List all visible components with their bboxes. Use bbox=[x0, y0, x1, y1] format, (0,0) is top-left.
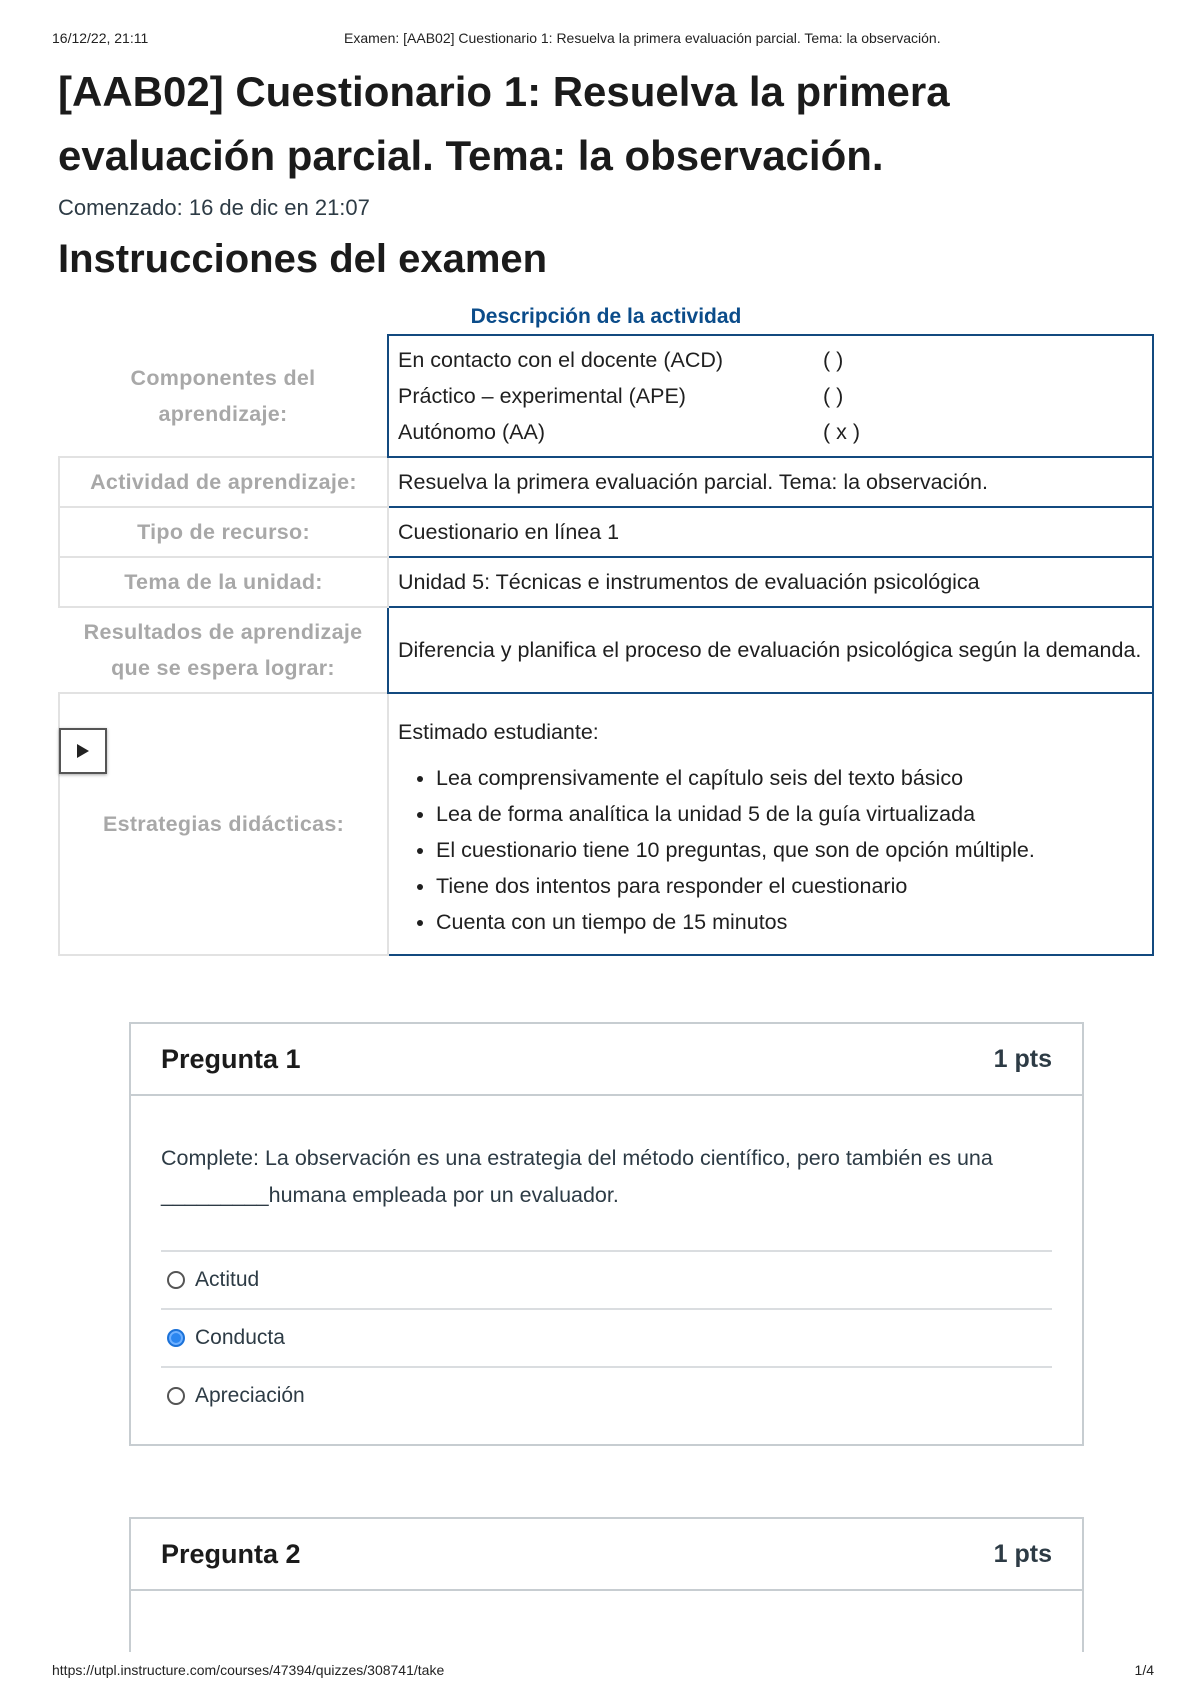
answer-label: Actitud bbox=[195, 1268, 260, 1291]
list-item: • El cuestionario tiene 10 preguntas, que son de opción múltiple. bbox=[436, 832, 1143, 868]
answer-option[interactable] bbox=[161, 1366, 1052, 1424]
print-header bbox=[52, 30, 1152, 50]
answer-list bbox=[161, 1250, 1052, 1424]
instructions-heading: Instrucciones del examen bbox=[58, 237, 548, 281]
components-value bbox=[388, 335, 1153, 457]
question-text: Complete: La observación es una estrategia del método científico, pero también es una _________humana empleada por un evaluador. bbox=[161, 1146, 993, 1207]
question-2 bbox=[129, 1517, 1084, 1652]
components-label: Componentes del aprendizaje: bbox=[130, 365, 316, 426]
strategies-label: Estrategias didácticas: bbox=[59, 693, 388, 955]
started-timestamp: Comenzado: 16 de dic en 21:07 bbox=[58, 195, 370, 220]
question-points: 1 pts bbox=[993, 1539, 1052, 1568]
list-item: • Cuenta con un tiempo de 15 minutos bbox=[436, 904, 1143, 940]
play-icon bbox=[77, 744, 89, 758]
resource-type-label: Tipo de recurso: bbox=[59, 507, 388, 557]
answer-label: Apreciación bbox=[195, 1384, 305, 1407]
table-row bbox=[59, 335, 1153, 457]
unit-topic-value: Unidad 5: Técnicas e instrumentos de evaluación psicológica bbox=[388, 557, 1153, 607]
strategies-intro: Estimado estudiante: bbox=[398, 720, 599, 744]
question-points: 1 pts bbox=[993, 1044, 1052, 1073]
component-item: Autónomo (AA) ( x ) bbox=[398, 420, 861, 444]
radio-button[interactable] bbox=[167, 1387, 185, 1405]
quiz-content bbox=[58, 60, 1154, 956]
list-item: • Lea de forma analítica la unidad 5 de la guía virtualizada bbox=[436, 796, 1143, 832]
component-item: Práctico – experimental (APE) ( ) bbox=[398, 384, 844, 408]
print-document-title: Examen: [AAB02] Cuestionario 1: Resuelva la primera evaluación parcial. Tema: la observación. bbox=[344, 30, 941, 46]
activity-description-table bbox=[58, 334, 1154, 956]
question-header bbox=[131, 1519, 1082, 1591]
table-row bbox=[59, 557, 1153, 607]
list-item: • Lea comprensivamente el capítulo seis del texto básico bbox=[436, 760, 1143, 796]
learning-activity-label: Actividad de aprendizaje: bbox=[59, 457, 388, 507]
question-1 bbox=[129, 1022, 1084, 1446]
print-footer bbox=[52, 1662, 1154, 1682]
page-title: [AAB02] Cuestionario 1: Resuelva la primera evaluación parcial. Tema: la observación. bbox=[58, 68, 950, 179]
print-url: https://utpl.instructure.com/courses/47394/quizzes/308741/take bbox=[52, 1662, 445, 1678]
question-title: Pregunta 1 bbox=[161, 1043, 301, 1074]
answer-label: Conducta bbox=[195, 1326, 285, 1349]
play-button[interactable] bbox=[59, 728, 107, 774]
list-item: • Tiene dos intentos para responder el cuestionario bbox=[436, 868, 1143, 904]
unit-topic-label: Tema de la unidad: bbox=[59, 557, 388, 607]
resource-type-value: Cuestionario en línea 1 bbox=[388, 507, 1153, 557]
expected-results-value: Diferencia y planifica el proceso de evaluación psicológica según la demanda. bbox=[388, 607, 1153, 693]
component-item: En contacto con el docente (ACD) ( ) bbox=[398, 348, 844, 372]
table-row bbox=[59, 607, 1153, 693]
print-date: 16/12/22, 21:11 bbox=[52, 30, 149, 46]
radio-button[interactable] bbox=[167, 1271, 185, 1289]
question-header bbox=[131, 1024, 1082, 1096]
table-row bbox=[59, 457, 1153, 507]
question-body bbox=[131, 1096, 1082, 1454]
answer-option[interactable] bbox=[161, 1308, 1052, 1366]
strategies-list bbox=[398, 760, 1143, 940]
activity-caption: Descripción de la actividad bbox=[470, 305, 742, 328]
radio-button-selected[interactable] bbox=[167, 1329, 185, 1347]
strategies-value bbox=[388, 693, 1153, 955]
expected-results-label: Resultados de aprendizaje que se espera lograr: bbox=[83, 620, 363, 680]
table-row bbox=[59, 693, 1153, 955]
print-page-number: 1/4 bbox=[1134, 1662, 1154, 1678]
answer-option[interactable] bbox=[161, 1250, 1052, 1308]
learning-activity-value: Resuelva la primera evaluación parcial. Tema: la observación. bbox=[388, 457, 1153, 507]
table-row bbox=[59, 507, 1153, 557]
question-title: Pregunta 2 bbox=[161, 1538, 301, 1569]
